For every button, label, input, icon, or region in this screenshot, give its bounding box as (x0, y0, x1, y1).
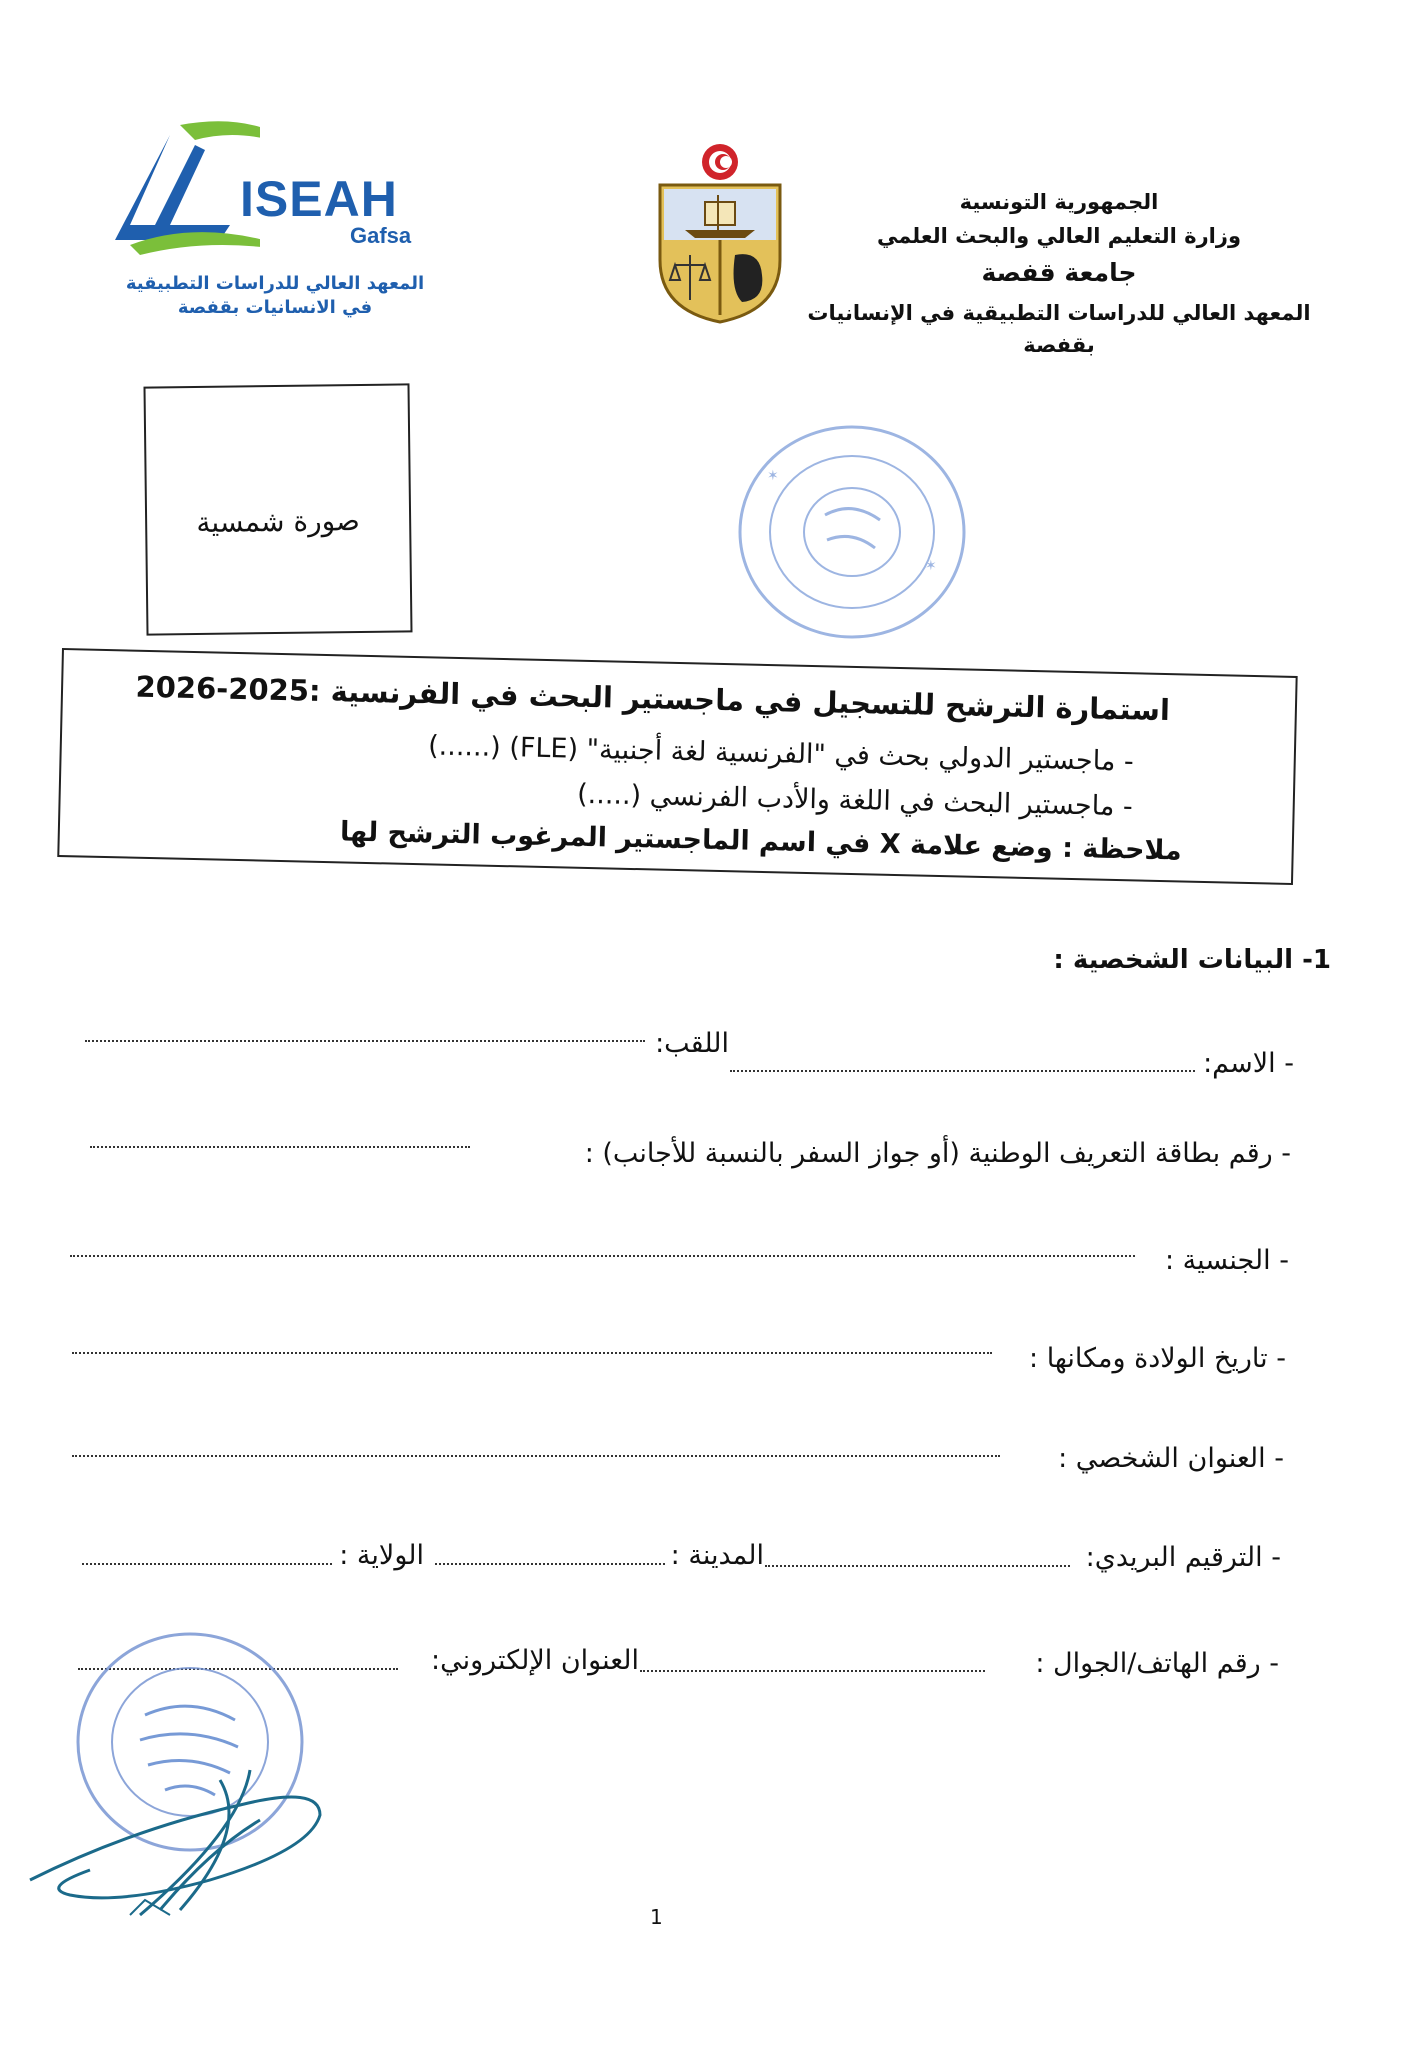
label-birth-date-place: - تاريخ الولادة ومكانها : (1029, 1343, 1286, 1374)
header-republic: الجمهورية التونسية (959, 190, 1159, 214)
label-email: العنوان الإلكتروني: (431, 1645, 639, 1676)
page-number: 1 (650, 1905, 663, 1929)
postal-code-field[interactable] (765, 1565, 1070, 1567)
label-state: الولاية : (339, 1540, 424, 1571)
photo-box-label: صورة شمسية (196, 504, 361, 539)
nationality-field[interactable] (70, 1255, 1135, 1257)
svg-text:✶: ✶ (925, 558, 937, 574)
title-box (57, 648, 1297, 885)
iseah-logo-city: Gafsa (350, 223, 412, 248)
personal-address-field[interactable] (72, 1455, 1000, 1457)
iseah-logo-subtitle-1: المعهد العالي للدراسات التطبيقية (125, 273, 425, 294)
master-option-literature: - ماجستير البحث في اللغة والأدب الفرنسي (.....) (576, 778, 1134, 823)
iseah-logo-subtitle-2: في الانسانيات بقفصة (177, 297, 373, 318)
document-header (799, 190, 1319, 357)
section-personal-data-heading: 1- البيانات الشخصية : (1053, 945, 1331, 975)
birth-date-place-field[interactable] (72, 1352, 992, 1354)
master-option-fle: - ماجستير الدولي بحث في "الفرنسية لغة أجنبية" (FLE) (......) (427, 730, 1135, 778)
label-id-card: - رقم بطاقة التعريف الوطنية (أو جواز السفر بالنسبة للأجانب) : (584, 1138, 1291, 1169)
header-institute: المعهد العالي للدراسات التطبيقية في الإنسانيات (807, 301, 1311, 325)
id-card-field[interactable] (90, 1146, 470, 1148)
header-institute-city: بقفصة (1023, 333, 1095, 357)
label-nationality: - الجنسية : (1164, 1245, 1289, 1276)
svg-text:✶: ✶ (767, 468, 779, 484)
label-city: المدينة : (670, 1540, 764, 1571)
first-name-field[interactable] (730, 1070, 1195, 1072)
photo-box (143, 383, 412, 635)
state-field[interactable] (82, 1563, 332, 1565)
signature (10, 1710, 340, 1925)
iseah-logo-mark (110, 115, 260, 265)
label-personal-address: - العنوان الشخصي : (1058, 1443, 1284, 1474)
header-university: جامعة قفصة (981, 258, 1137, 287)
iseah-logo (90, 115, 470, 325)
label-surname: اللقب: (655, 1028, 729, 1059)
label-phone: - رقم الهاتف/الجوال : (1035, 1648, 1279, 1679)
label-postal-code: - الترقيم البريدي: (1085, 1542, 1281, 1573)
form-title: استمارة الترشح للتسجيل في ماجستير البحث في الفرنسية :2025-2026 (135, 669, 1171, 728)
phone-field[interactable] (640, 1670, 985, 1672)
label-first-name: - الاسم: (1203, 1048, 1294, 1079)
institution-stamp (735, 420, 970, 645)
city-field[interactable] (435, 1563, 665, 1565)
surname-field[interactable] (85, 1040, 645, 1042)
iseah-logo-name: ISEAH (240, 171, 398, 227)
tunisia-coat-of-arms-icon (650, 140, 790, 325)
selection-note: ملاحظة : وضع علامة X في اسم الماجستير المرغوب الترشح لها (339, 816, 1183, 867)
header-ministry: وزارة التعليم العالي والبحث العلمي (876, 224, 1242, 248)
